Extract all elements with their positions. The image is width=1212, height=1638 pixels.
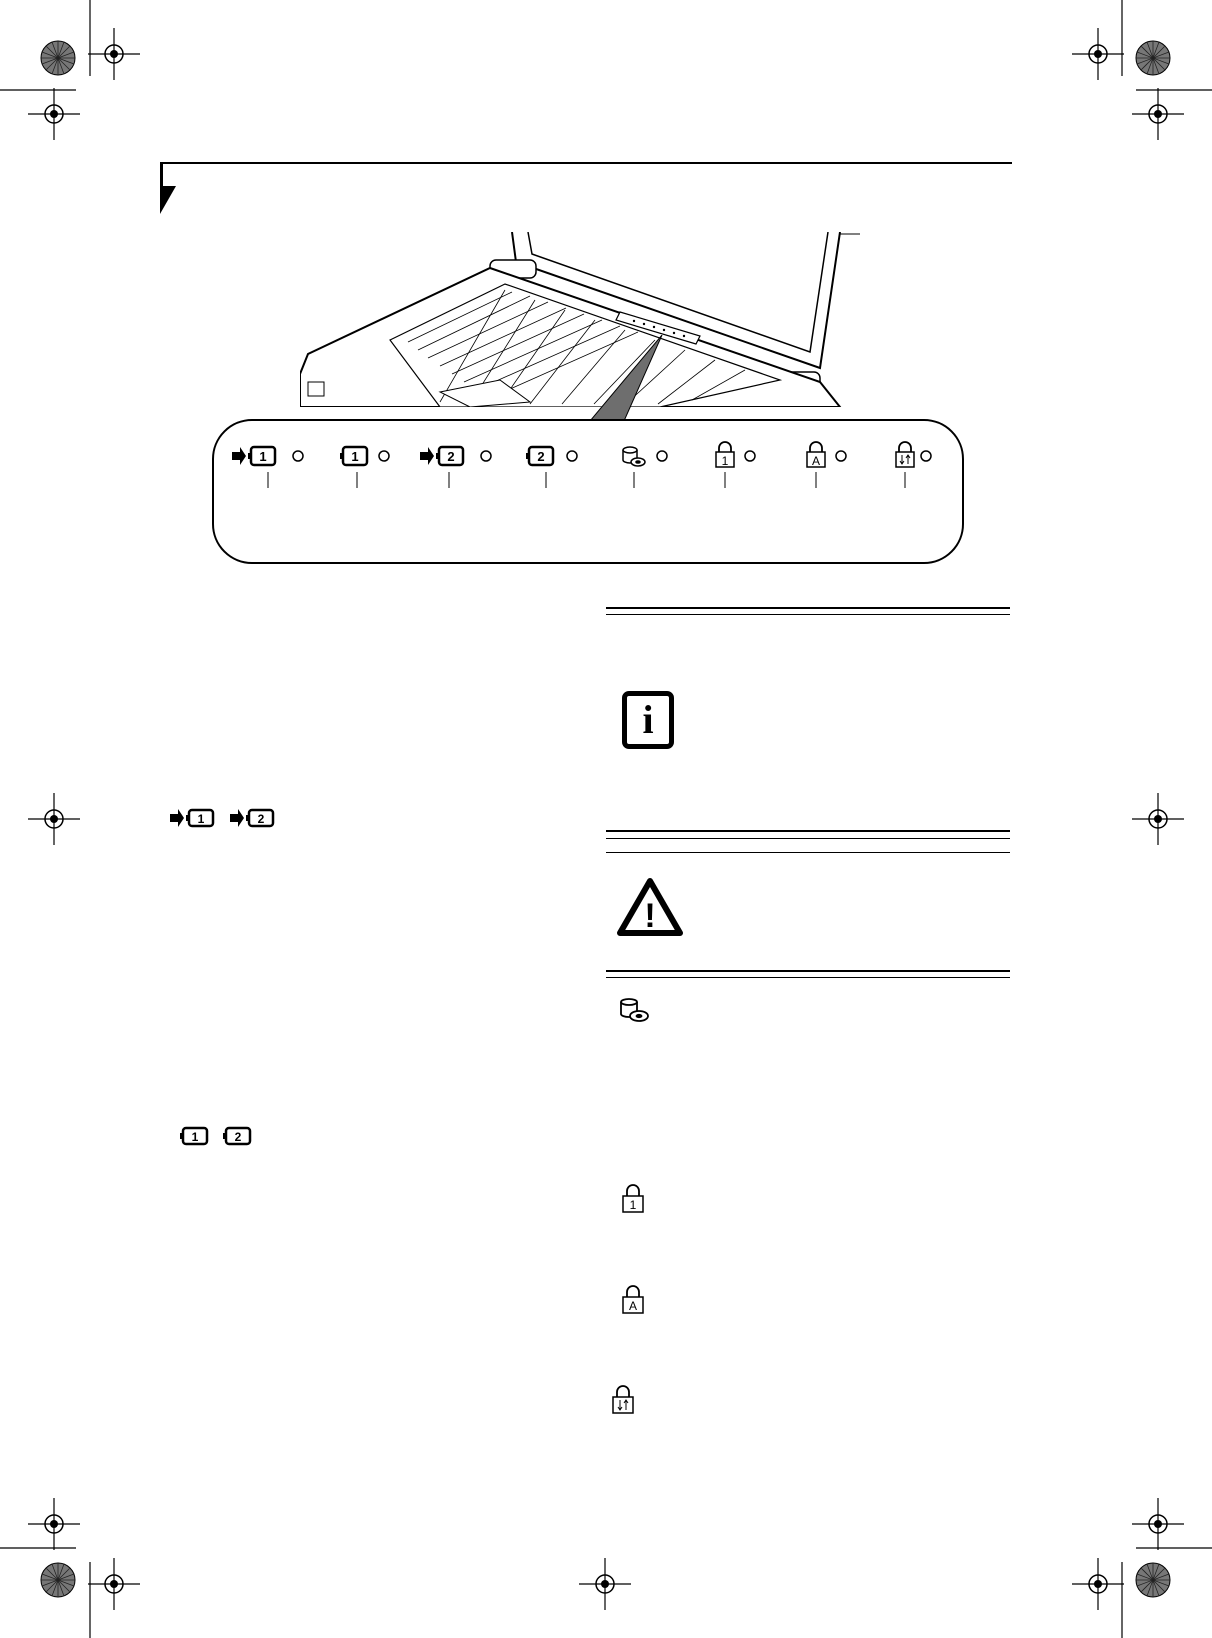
indicator-battery-charging-2 xyxy=(420,444,500,494)
caution-warning-icon xyxy=(616,877,684,937)
capslock-icon xyxy=(620,1283,646,1315)
numlock-label: 1 xyxy=(629,1198,637,1212)
caution-glyph: ! xyxy=(644,897,656,935)
caution-rule-bottom-1 xyxy=(606,970,1010,972)
numlock-icon xyxy=(716,442,734,468)
indicator-battery-charging-1 xyxy=(232,444,312,494)
charging-arrow-icon xyxy=(232,447,246,465)
indicator-media-access xyxy=(620,444,680,494)
indicator-scroll-lock xyxy=(894,440,954,494)
charging-icons-pair xyxy=(170,806,290,830)
capslock-icon xyxy=(807,442,825,468)
charging-arrow-icon xyxy=(420,447,434,465)
led-circle xyxy=(567,451,577,461)
numlock-icon xyxy=(620,1182,646,1214)
caution-rule-bottom-2 xyxy=(606,977,1010,978)
header-rule xyxy=(162,162,1012,164)
caution-rule-top-1 xyxy=(606,830,1010,832)
numlock-label: 1 xyxy=(721,454,729,468)
scroll-lock-icon xyxy=(610,1383,636,1415)
led-circle xyxy=(481,451,491,461)
capslock-label: A xyxy=(811,454,821,468)
led-circle xyxy=(379,451,389,461)
charging-battery-2-label: 2 xyxy=(257,812,265,826)
indicator-battery-level-2 xyxy=(520,444,590,494)
charging-arrow-icon xyxy=(170,809,184,827)
caution-rule-top-3 xyxy=(606,852,1010,853)
media-access-icon xyxy=(618,996,654,1026)
header-tab-marker xyxy=(160,162,180,216)
indicator-battery-level-1 xyxy=(330,444,400,494)
note-rule-top-1 xyxy=(606,607,1010,609)
battery-1-label: 1 xyxy=(351,449,359,464)
led-circle xyxy=(836,451,846,461)
battery-2-label: 2 xyxy=(447,449,455,464)
led-circle xyxy=(657,451,667,461)
indicator-capslock xyxy=(805,440,865,494)
media-access-icon xyxy=(623,447,645,466)
caution-rule-top-2 xyxy=(606,838,1010,839)
laptop-illustration xyxy=(300,232,860,407)
charging-arrow-icon xyxy=(230,809,244,827)
battery-1-label: 1 xyxy=(259,449,267,464)
note-rule-top-2 xyxy=(606,614,1010,615)
battery-2-label: 2 xyxy=(537,449,545,464)
charging-battery-1-label: 1 xyxy=(197,812,205,826)
info-glyph: i xyxy=(642,697,654,742)
info-note-icon xyxy=(622,691,674,749)
scroll-lock-icon xyxy=(896,442,914,467)
indicator-numlock xyxy=(714,440,774,494)
led-circle xyxy=(745,451,755,461)
battery-level-icons-pair xyxy=(178,1124,268,1148)
battery-1-label: 1 xyxy=(191,1130,199,1144)
led-circle xyxy=(293,451,303,461)
battery-2-label: 2 xyxy=(234,1130,242,1144)
callout-pointer xyxy=(590,335,670,425)
led-circle xyxy=(921,451,931,461)
capslock-label: A xyxy=(628,1299,638,1313)
